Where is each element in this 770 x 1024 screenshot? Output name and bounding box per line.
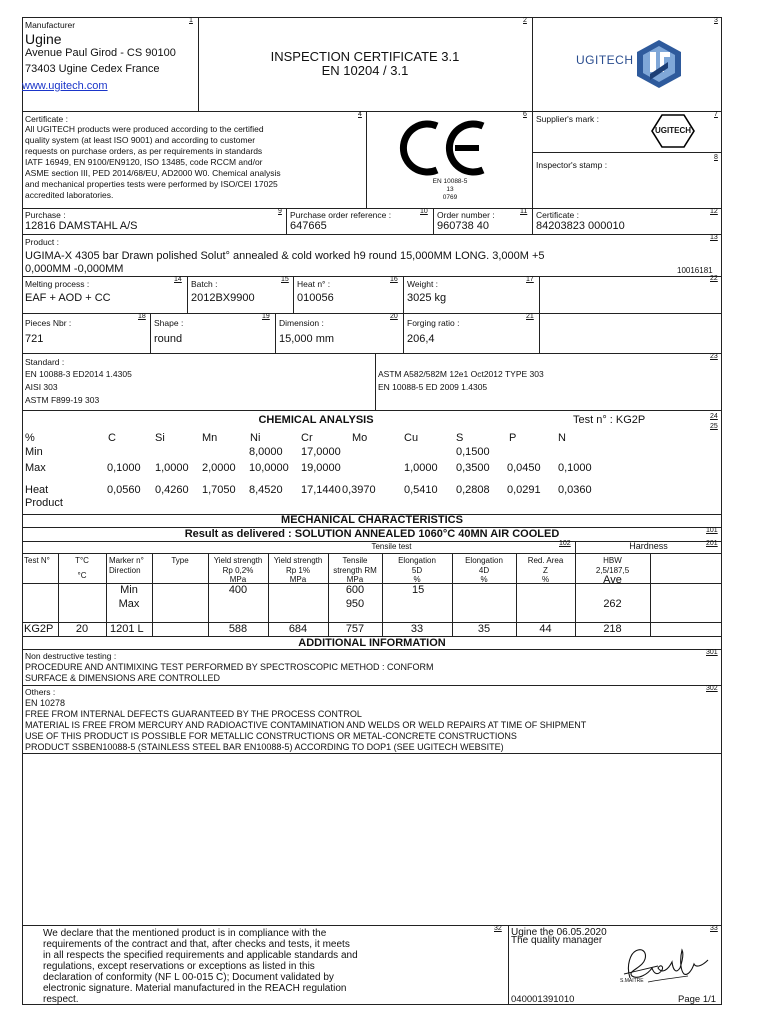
box-number: 9 bbox=[278, 208, 282, 215]
mech-header-type bbox=[152, 556, 208, 566]
chem-header-percent: % bbox=[25, 432, 35, 444]
box-number: 2 bbox=[523, 17, 527, 24]
mech-min-label: Min bbox=[120, 584, 138, 596]
box-number: 201 bbox=[706, 540, 718, 547]
chem-header-n: N bbox=[558, 432, 566, 444]
mech-max-hardness: 262 bbox=[603, 598, 622, 610]
signature-caption: S.MAITRE bbox=[620, 978, 644, 984]
address-line-1: Avenue Paul Girod - CS 90100 bbox=[25, 47, 176, 59]
mech-header-red-area bbox=[516, 556, 575, 585]
ugitech-stamp bbox=[651, 114, 695, 148]
header-text: 2,5/187,5 bbox=[595, 565, 630, 575]
chem-header-s: S bbox=[456, 432, 464, 444]
mech-header-marker bbox=[109, 556, 152, 575]
chem-header-ni: Ni bbox=[250, 432, 261, 444]
chem-product-label: Product bbox=[25, 497, 63, 509]
certificate-text-line: All UGITECH products were produced according to the certified bbox=[25, 124, 264, 134]
mech-header-yield02 bbox=[208, 556, 268, 585]
manufacturer-label: Manufacturer bbox=[25, 20, 76, 30]
website-link[interactable]: www.ugitech.com bbox=[22, 80, 108, 92]
place-date: Ugine the 06.05.2020 bbox=[511, 927, 607, 938]
box-number: 17 bbox=[526, 276, 534, 283]
product-line-2: 0,000MM -0,000MM bbox=[25, 263, 124, 275]
header-text: Test N° bbox=[24, 556, 50, 565]
declaration-line: in all respects the specified requirements and applicable standards and bbox=[43, 950, 358, 961]
header-text: % bbox=[541, 575, 550, 584]
chem-heat-ni: 8,4520 bbox=[249, 484, 283, 496]
header-text: 5D bbox=[411, 565, 423, 575]
chem-heat-s: 0,2808 bbox=[456, 484, 490, 496]
header-text: Elongation bbox=[465, 556, 503, 565]
standard-item: AISI 303 bbox=[25, 382, 58, 392]
dimension-label: Dimension : bbox=[279, 318, 324, 328]
box-number: 32 bbox=[494, 925, 502, 932]
box-number: 1 bbox=[189, 17, 193, 24]
product-line-1: UGIMA-X 4305 bar Drawn polished Solut° annealed & cold worked h9 round 15,000MM LONG. 3,000M +5 bbox=[25, 250, 545, 262]
standard-item: EN 10088-3 ED2014 1.4305 bbox=[25, 369, 132, 379]
result-yield1: 684 bbox=[288, 623, 308, 635]
inspectors-stamp-label: Inspector's stamp : bbox=[536, 160, 608, 170]
header-text: Z bbox=[543, 565, 548, 575]
box-number: 4 bbox=[358, 111, 362, 118]
address-line-2: 73403 Ugine Cedex France bbox=[25, 63, 160, 75]
header-text: strength RM bbox=[333, 565, 377, 575]
standard-list-left bbox=[25, 368, 132, 407]
forging-ratio-value: 206,4 bbox=[407, 333, 435, 345]
box-number: 10 bbox=[420, 208, 428, 215]
box-number: 33 bbox=[710, 925, 718, 932]
standard-item: ASTM F899-19 303 bbox=[25, 395, 100, 405]
result-elong5d: 33 bbox=[410, 623, 424, 635]
mech-header-yield1 bbox=[268, 556, 328, 585]
chem-header-cu: Cu bbox=[404, 432, 419, 444]
chem-max-p: 0,0450 bbox=[507, 462, 541, 474]
box-number: 21 bbox=[526, 313, 534, 320]
certificate-text-line: requests on purchase orders, as per requirements in standards bbox=[25, 146, 263, 156]
others-line: EN 10278 bbox=[25, 698, 66, 708]
mech-min-yield02: 400 bbox=[228, 584, 248, 596]
header-text: HBW bbox=[603, 556, 622, 565]
manufacturer-name: Ugine bbox=[25, 31, 62, 47]
result-hardness: 218 bbox=[603, 623, 622, 635]
header-text: Red. Area bbox=[527, 556, 564, 565]
chem-header-mo: Mo bbox=[352, 432, 368, 444]
header-text: Rp 1% bbox=[285, 565, 310, 575]
ndt-line: PROCEDURE AND ANTIMIXING TEST PERFORMED BY SPECTROSCOPIC METHOD : CONFORM bbox=[25, 662, 434, 672]
mechanical-title: MECHANICAL CHARACTERISTICS bbox=[281, 514, 463, 526]
chem-min-s: 0,1500 bbox=[456, 446, 490, 458]
chem-max-label: Max bbox=[25, 462, 46, 474]
box-number: 101 bbox=[706, 527, 718, 534]
dimension-value: 15,000 mm bbox=[279, 333, 335, 345]
others-text bbox=[25, 698, 586, 753]
chem-max-mn: 2,0000 bbox=[202, 462, 236, 474]
declaration-line: respect. bbox=[43, 994, 79, 1005]
box-number: 8 bbox=[714, 154, 718, 161]
hardness-label: Hardness bbox=[629, 541, 668, 551]
declaration-line: declaration of conformity (NF L 00-015 C); Document validated by bbox=[43, 972, 334, 983]
header-text: MPa bbox=[229, 575, 247, 584]
standard-label: Standard : bbox=[25, 357, 65, 367]
order-number-value: 960738 40 bbox=[437, 220, 489, 232]
result-temp: 20 bbox=[75, 623, 89, 635]
box-number: 14 bbox=[174, 276, 182, 283]
box-number: 24 bbox=[710, 413, 718, 420]
chem-heat-label: Heat bbox=[25, 484, 49, 496]
header-text: % bbox=[413, 575, 421, 584]
result-test-no: KG2P bbox=[24, 623, 54, 635]
certificate-text-line: quality system (at least ISO 9001) and according to customer bbox=[25, 135, 256, 145]
header-text: Direction bbox=[109, 565, 141, 575]
chem-heat-cu: 0,5410 bbox=[404, 484, 438, 496]
chem-heat-n: 0,0360 bbox=[558, 484, 592, 496]
chem-heat-cr: 17,1440 bbox=[301, 484, 341, 496]
mech-header-temp bbox=[58, 556, 106, 580]
others-line: USE OF THIS PRODUCT IS POSSIBLE FOR METALLIC CONSTRUCTIONS OR METAL-CONCRETE CONSTRUCTIONS bbox=[25, 731, 517, 741]
ce-note: EN 10088-5 bbox=[432, 178, 468, 185]
certificate-statement bbox=[25, 124, 365, 201]
chem-header-mn: Mn bbox=[202, 432, 218, 444]
title-line-1: INSPECTION CERTIFICATE 3.1 bbox=[270, 49, 460, 64]
header-text: MPa bbox=[346, 575, 364, 584]
chem-max-si: 1,0000 bbox=[155, 462, 189, 474]
mechanical-subtitle: Result as delivered : SOLUTION ANNEALED 1060°C 40MN AIR COOLED bbox=[184, 528, 560, 540]
chem-header-p: P bbox=[509, 432, 517, 444]
pieces-value: 721 bbox=[25, 333, 44, 345]
document-number: 040001391010 bbox=[511, 994, 575, 1005]
po-value: 647665 bbox=[290, 220, 327, 232]
header-text: Type bbox=[171, 556, 189, 565]
stamp-text: UGITECH bbox=[655, 126, 691, 135]
header-text: Elongation bbox=[398, 556, 436, 565]
result-yield02: 588 bbox=[228, 623, 248, 635]
pieces-label: Pieces Nbr : bbox=[25, 318, 72, 328]
result-marker: 1201 L bbox=[110, 623, 144, 635]
cert-number-value: 84203823 000010 bbox=[536, 220, 625, 232]
chem-header-cr: Cr bbox=[301, 432, 313, 444]
box-number: 23 bbox=[710, 353, 718, 360]
chem-header-si: Si bbox=[155, 432, 165, 444]
box-number: 19 bbox=[262, 313, 270, 320]
certificate-text-line: accredited laboratories. bbox=[25, 190, 114, 200]
result-tensile: 757 bbox=[345, 623, 365, 635]
heat-number-label: Heat n° : bbox=[297, 279, 331, 289]
box-number: 102 bbox=[559, 540, 571, 547]
ndt-text bbox=[25, 662, 434, 684]
chem-max-s: 0,3500 bbox=[456, 462, 490, 474]
product-code: 10016181 bbox=[677, 266, 713, 275]
purchase-value: 12816 DAMSTAHL A/S bbox=[25, 220, 138, 232]
header-text: Yield strength bbox=[273, 556, 323, 565]
melting-process-value: EAF + AOD + CC bbox=[25, 292, 111, 304]
standard-item: EN 10088-5 ED 2009 1.4305 bbox=[378, 382, 488, 392]
header-text: % bbox=[480, 575, 488, 584]
po-label: Purchase order reference : bbox=[290, 210, 392, 220]
page-number: Page 1/1 bbox=[678, 994, 717, 1005]
product-label: Product : bbox=[25, 237, 60, 247]
mech-max-label: Max bbox=[118, 598, 140, 610]
purchase-label: Purchase : bbox=[25, 210, 66, 220]
header-text: Rp 0,2% bbox=[222, 565, 254, 575]
certificate-text-line: IATF 16949, EN 9100/EN9120, ISO 13485, code RCCM and/or bbox=[25, 157, 263, 167]
box-number: 6 bbox=[523, 111, 527, 118]
declaration-line: regulations, except reservations or exceptions as listed in this bbox=[43, 961, 315, 972]
ndt-label: Non destructive testing : bbox=[25, 651, 117, 661]
header-text: T°C bbox=[75, 556, 89, 565]
conformity-declaration bbox=[43, 928, 503, 1005]
ndt-line: SURFACE & DIMENSIONS ARE CONTROLLED bbox=[25, 673, 221, 683]
order-number-label: Order number : bbox=[437, 210, 495, 220]
certificate-text-line: ASME section III, PED 2014/68/EU, AD2000 W0. Chemical analysis bbox=[25, 168, 281, 178]
header-text: Yield strength bbox=[213, 556, 263, 565]
others-line: PRODUCT SSBEN10088-5 (STAINLESS STEEL BAR EN10088-5) ACCORDING TO DOP1 (SEE UGITECH WEBSITE) bbox=[25, 742, 504, 752]
ce-mark-icon bbox=[397, 120, 489, 176]
ugitech-logo-text: UGITECH bbox=[576, 53, 634, 67]
mech-header-elong5d bbox=[382, 556, 452, 585]
box-number: 22 bbox=[710, 275, 718, 282]
chem-header-c: C bbox=[108, 432, 116, 444]
declaration-line: requirements of the contract and that, after checks and tests, it meets bbox=[43, 939, 350, 950]
result-elong4d: 35 bbox=[477, 623, 491, 635]
chem-heat-mo: 0,3970 bbox=[342, 484, 376, 496]
declaration-line: We declare that the mentioned product is in compliance with the bbox=[43, 928, 327, 939]
box-number: 18 bbox=[138, 313, 146, 320]
additional-info-title: ADDITIONAL INFORMATION bbox=[298, 637, 446, 649]
box-number: 7 bbox=[714, 111, 718, 118]
others-line: FREE FROM INTERNAL DEFECTS GUARANTEED BY THE PROCESS CONTROL bbox=[25, 709, 362, 719]
heat-number-value: 010056 bbox=[297, 292, 334, 304]
box-number: 16 bbox=[390, 276, 398, 283]
standard-list-right bbox=[378, 368, 544, 394]
mech-header-elong4d bbox=[452, 556, 516, 585]
box-number: 15 bbox=[281, 276, 289, 283]
chem-heat-c: 0,0560 bbox=[107, 484, 141, 496]
box-number: 11 bbox=[520, 208, 528, 215]
shape-value: round bbox=[154, 333, 183, 345]
chem-max-n: 0,1000 bbox=[558, 462, 592, 474]
header-text: °C bbox=[77, 570, 87, 580]
box-number: 3 bbox=[714, 17, 718, 24]
mech-min-tensile: 600 bbox=[345, 584, 365, 596]
mech-header-test-no bbox=[24, 556, 58, 566]
others-label: Others : bbox=[25, 687, 56, 697]
chem-heat-p: 0,0291 bbox=[507, 484, 541, 496]
box-number: 12 bbox=[710, 208, 718, 215]
batch-value: 2012BX9900 bbox=[191, 292, 255, 304]
others-line: MATERIAL IS FREE FROM MERCURY AND RADIOACTIVE CONTAMINATION AND WELDS OR WELD REPAIRS AT TIME OF SHIPMENT bbox=[25, 720, 587, 730]
result-red-area: 44 bbox=[539, 623, 552, 635]
shape-label: Shape : bbox=[154, 318, 184, 328]
ce-note: 0769 bbox=[442, 194, 458, 201]
box-number: 25 bbox=[710, 423, 718, 430]
standard-item: ASTM A582/582M 12e1 Oct2012 TYPE 303 bbox=[378, 369, 544, 379]
box-number: 301 bbox=[706, 649, 718, 656]
chem-heat-si: 0,4260 bbox=[155, 484, 189, 496]
chem-max-cu: 1,0000 bbox=[404, 462, 438, 474]
mech-max-tensile: 950 bbox=[345, 598, 365, 610]
mech-header-hardness bbox=[575, 556, 650, 586]
chem-min-cr: 17,0000 bbox=[301, 446, 341, 458]
header-text: Tensile bbox=[342, 556, 368, 565]
weight-label: Weight : bbox=[407, 279, 439, 289]
chem-max-ni: 10,0000 bbox=[249, 462, 289, 474]
declaration-line: electronic signature. Material manufactured in the REACH regulation bbox=[43, 983, 347, 994]
chemical-test-number: Test n° : KG2P bbox=[573, 414, 646, 426]
chem-max-c: 0,1000 bbox=[107, 462, 141, 474]
chem-min-label: Min bbox=[25, 446, 43, 458]
forging-ratio-label: Forging ratio : bbox=[407, 318, 460, 328]
chem-min-ni: 8,0000 bbox=[249, 446, 283, 458]
suppliers-mark-label: Supplier's mark : bbox=[536, 114, 600, 124]
certificate-title bbox=[198, 50, 532, 78]
ce-notes bbox=[400, 178, 500, 202]
header-text: Marker n° bbox=[109, 556, 144, 565]
box-number: 13 bbox=[710, 234, 718, 241]
title-line-2: EN 10204 / 3.1 bbox=[321, 63, 409, 78]
ugitech-logo-icon bbox=[633, 38, 685, 90]
header-text: 4D bbox=[478, 565, 490, 575]
box-number: 302 bbox=[706, 685, 718, 692]
mech-header-tensile bbox=[328, 556, 382, 585]
ce-note: 13 bbox=[446, 186, 454, 193]
certificate-label: Certificate : bbox=[25, 114, 68, 124]
header-text: MPa bbox=[289, 575, 307, 584]
tensile-test-label: Tensile test bbox=[371, 542, 412, 551]
melting-process-label: Melting process : bbox=[25, 279, 90, 289]
chemical-analysis-title: CHEMICAL ANALYSIS bbox=[258, 414, 374, 426]
mech-min-elong5d: 15 bbox=[412, 584, 425, 596]
chem-heat-mn: 1,7050 bbox=[202, 484, 236, 496]
box-number: 20 bbox=[390, 313, 398, 320]
weight-value: 3025 kg bbox=[407, 292, 447, 304]
header-text: Ave bbox=[603, 574, 622, 586]
batch-label: Batch : bbox=[191, 279, 218, 289]
cert-number-label: Certificate : bbox=[536, 210, 579, 220]
quality-manager-label: The quality manager bbox=[511, 935, 603, 946]
chem-max-cr: 19,0000 bbox=[301, 462, 341, 474]
certificate-text-line: and mechanical properties tests were performed by ISO/CEI 17025 bbox=[25, 179, 278, 189]
